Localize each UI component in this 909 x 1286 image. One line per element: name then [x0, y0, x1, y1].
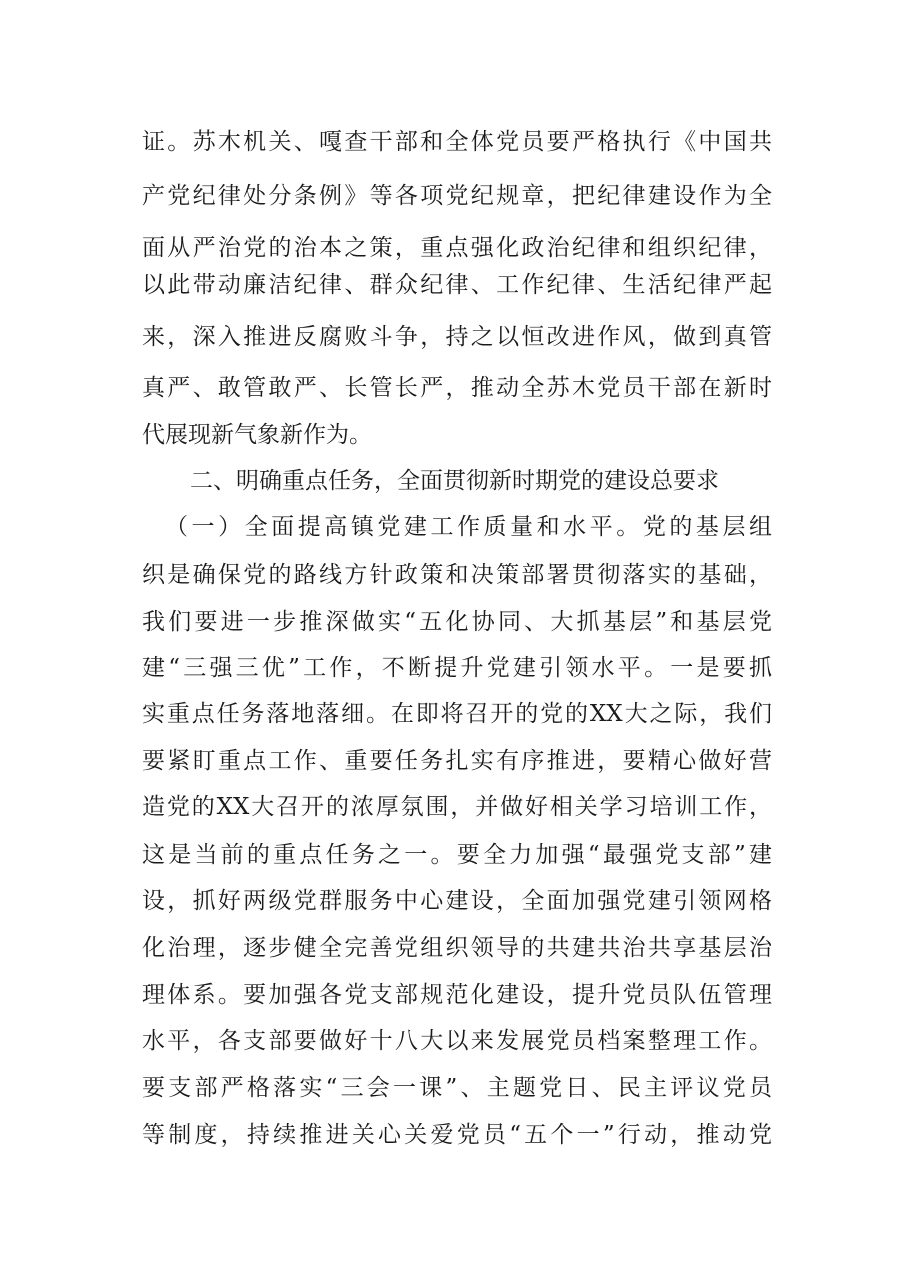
text-line: 织是确保党的路线方针政策和决策部署贯彻落实的基础， [142, 562, 772, 588]
text-line: 要支部严格落实“三会一课”、主题党日、民主评议党员 [142, 1075, 772, 1101]
text-line: 来，深入推进反腐败斗争，持之以恒改进作风，做到真管 [142, 324, 772, 350]
text-line: 我们要进一步推深做实“五化协同、大抓基层”和基层党 [142, 609, 772, 635]
text-line: 真严、敢管敢严、长管长严，推动全苏木党员干部在新时 [142, 375, 772, 401]
text-line: 要紧盯重点工作、重要任务扎实有序推进，要精心做好营 [142, 748, 772, 774]
text-line: 证。苏木机关、嘎查干部和全体党员要严格执行《中国共 [142, 129, 772, 155]
text-line: 设，抓好两级党群服务中心建设，全面加强党建引领网格 [142, 888, 772, 914]
text-line: 水平，各支部要做好十八大以来发展党员档案整理工作。 [142, 1028, 772, 1054]
text-line: 面从严治党的治本之策，重点强化政治纪律和组织纪律， [142, 235, 772, 261]
text-line: 化治理，逐步健全完善党组织领导的共建共治共享基层治 [142, 935, 772, 961]
text-line: 造党的XX大召开的浓厚氛围，并做好相关学习培训工作， [142, 794, 772, 820]
section-heading: 二、明确重点任务，全面贯彻新时期党的建设总要求 [190, 468, 719, 494]
text-line: 理体系。要加强各党支部规范化建设，提升党员队伍管理 [142, 982, 772, 1008]
text-line: 这是当前的重点任务之一。要全力加强“最强党支部”建 [142, 842, 772, 868]
text-line: 产党纪律处分条例》等各项党纪规章，把纪律建设作为全 [142, 183, 772, 209]
text-line: 等制度，持续推进关心关爱党员“五个一”行动，推动党 [142, 1122, 772, 1148]
text-line: 建“三强三优”工作，不断提升党建引领水平。一是要抓 [142, 655, 772, 681]
text-line: 以此带动廉洁纪律、群众纪律、工作纪律、生活纪律严起 [142, 272, 772, 298]
text-line: 实重点任务落地落细。在即将召开的党的XX大之际，我们 [142, 701, 772, 727]
text-line: 代展现新气象新作为。 [142, 422, 372, 448]
subsection-heading: （一）全面提高镇党建工作质量和水平。党的基层组 [165, 514, 772, 540]
